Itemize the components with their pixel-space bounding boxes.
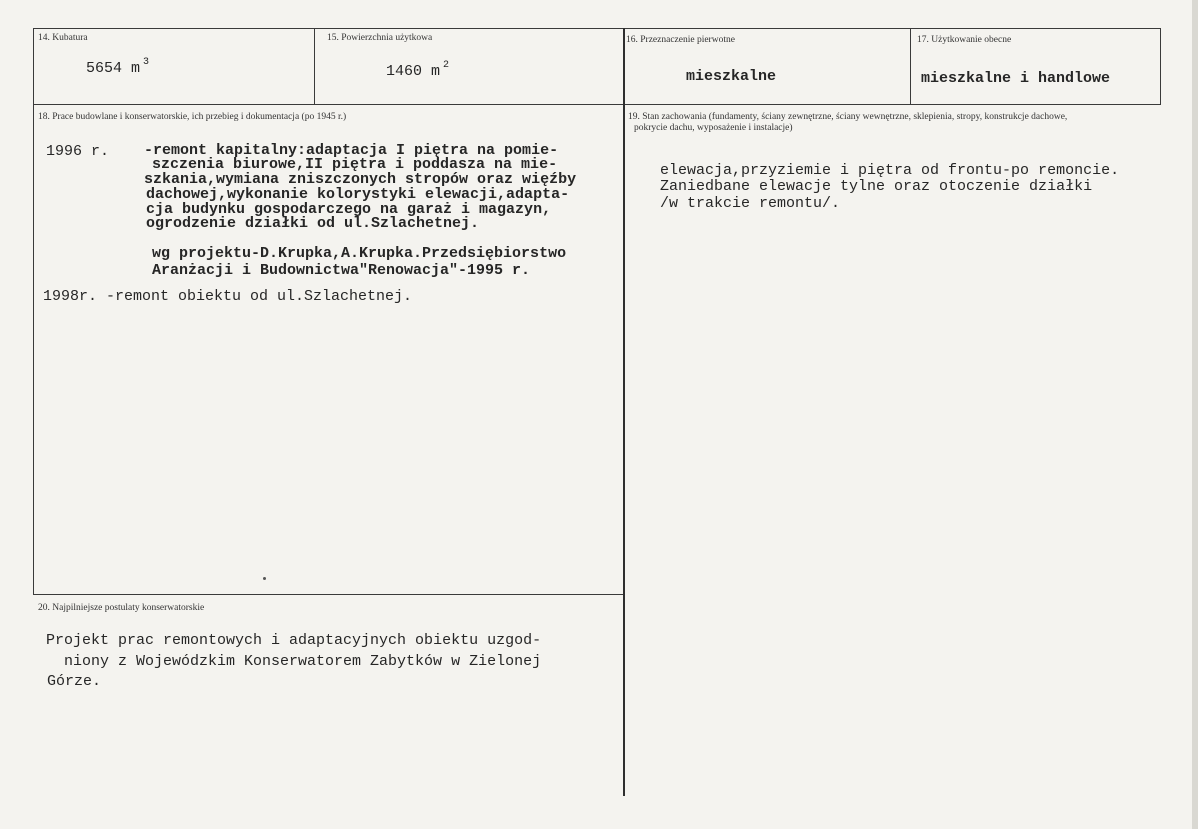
kubatura-label: 14. Kubatura [38,33,88,43]
uzytkowanie-label: 17. Użytkowanie obecne [917,35,1012,45]
prace-line-1998: 1998r. -remont obiektu od ul.Szlachetnej. [43,288,413,305]
kubatura-exponent: 3 [143,57,150,68]
col-divider-14-15 [314,28,315,104]
prace-line: cja budynku gospodarczego na garaż i magazyn, [146,201,552,218]
top-border [33,28,1161,29]
postulaty-line: niony z Wojewódzkim Konserwatorem Zabytków w Zielonej [64,653,542,670]
stan-label: 19. Stan zachowania (fundamenty, ściany zewnętrzne, ściany wewnętrzne, sklepienia, stropy, konstrukcje dachowe, [628,112,1068,122]
prace-line: ogrodzenie działki od ul.Szlachetnej. [146,215,480,232]
prace-year-1996: 1996 r. [46,143,110,160]
przeznaczenie-value: mieszkalne [686,68,777,85]
uzytkowanie-value: mieszkalne i handlowe [921,70,1111,87]
prace-line: Aranżacji i Budownictwa"Renowacja"-1995 r. [152,262,531,279]
right-border [1160,28,1161,104]
postulaty-line: Projekt prac remontowych i adaptacyjnych obiektu uzgod- [46,632,542,649]
prace-line: dachowej,wykonanie kolorystyki elewacji,adapta- [146,186,570,203]
przeznaczenie-label: 16. Przeznaczenie pierwotne [626,35,735,45]
postulaty-line: Górze. [47,673,102,690]
prace-label: 18. Prace budowlane i konserwatorskie, ich przebieg i dokumentacja (po 1945 r.) [38,112,347,122]
stan-line: /w trakcie remontu/. [660,195,841,212]
ink-dot [263,577,266,580]
kubatura-value: 5654 m $^3$ [86,57,150,77]
powierzchnia-exponent: 2 [443,60,450,71]
prace-line: wg projektu-D.Krupka,A.Krupka.Przedsiębiorstwo [152,245,567,262]
prace-line: szczenia biurowe,II piętra i poddasza na mie- [152,156,558,173]
postulaty-label: 20. Najpilniejsze postulaty konserwatorskie [38,603,205,613]
page-edge [1192,0,1198,829]
row2-border [33,594,624,595]
stan-label-2: pokrycie dachu, wyposażenie i instalacje) [634,123,793,133]
prace-line: szkania,wymiana zniszczonych stropów oraz więźby [144,171,577,188]
row1-border [33,104,1161,105]
col-divider-16-17 [910,28,911,104]
center-divider [623,28,625,796]
stan-line: elewacja,przyziemie i piętra od frontu-po remoncie. [660,162,1120,179]
prace-line: -remont kapitalny:adaptacja I piętra na pomie- [144,142,559,159]
powierzchnia-label: 15. Powierzchnia użytkowa [327,33,433,43]
stan-line: Zaniedbane elewacje tylne oraz otoczenie działki [660,178,1093,195]
left-border [33,28,34,594]
powierzchnia-value: 1460 m $^2$ [386,60,450,80]
